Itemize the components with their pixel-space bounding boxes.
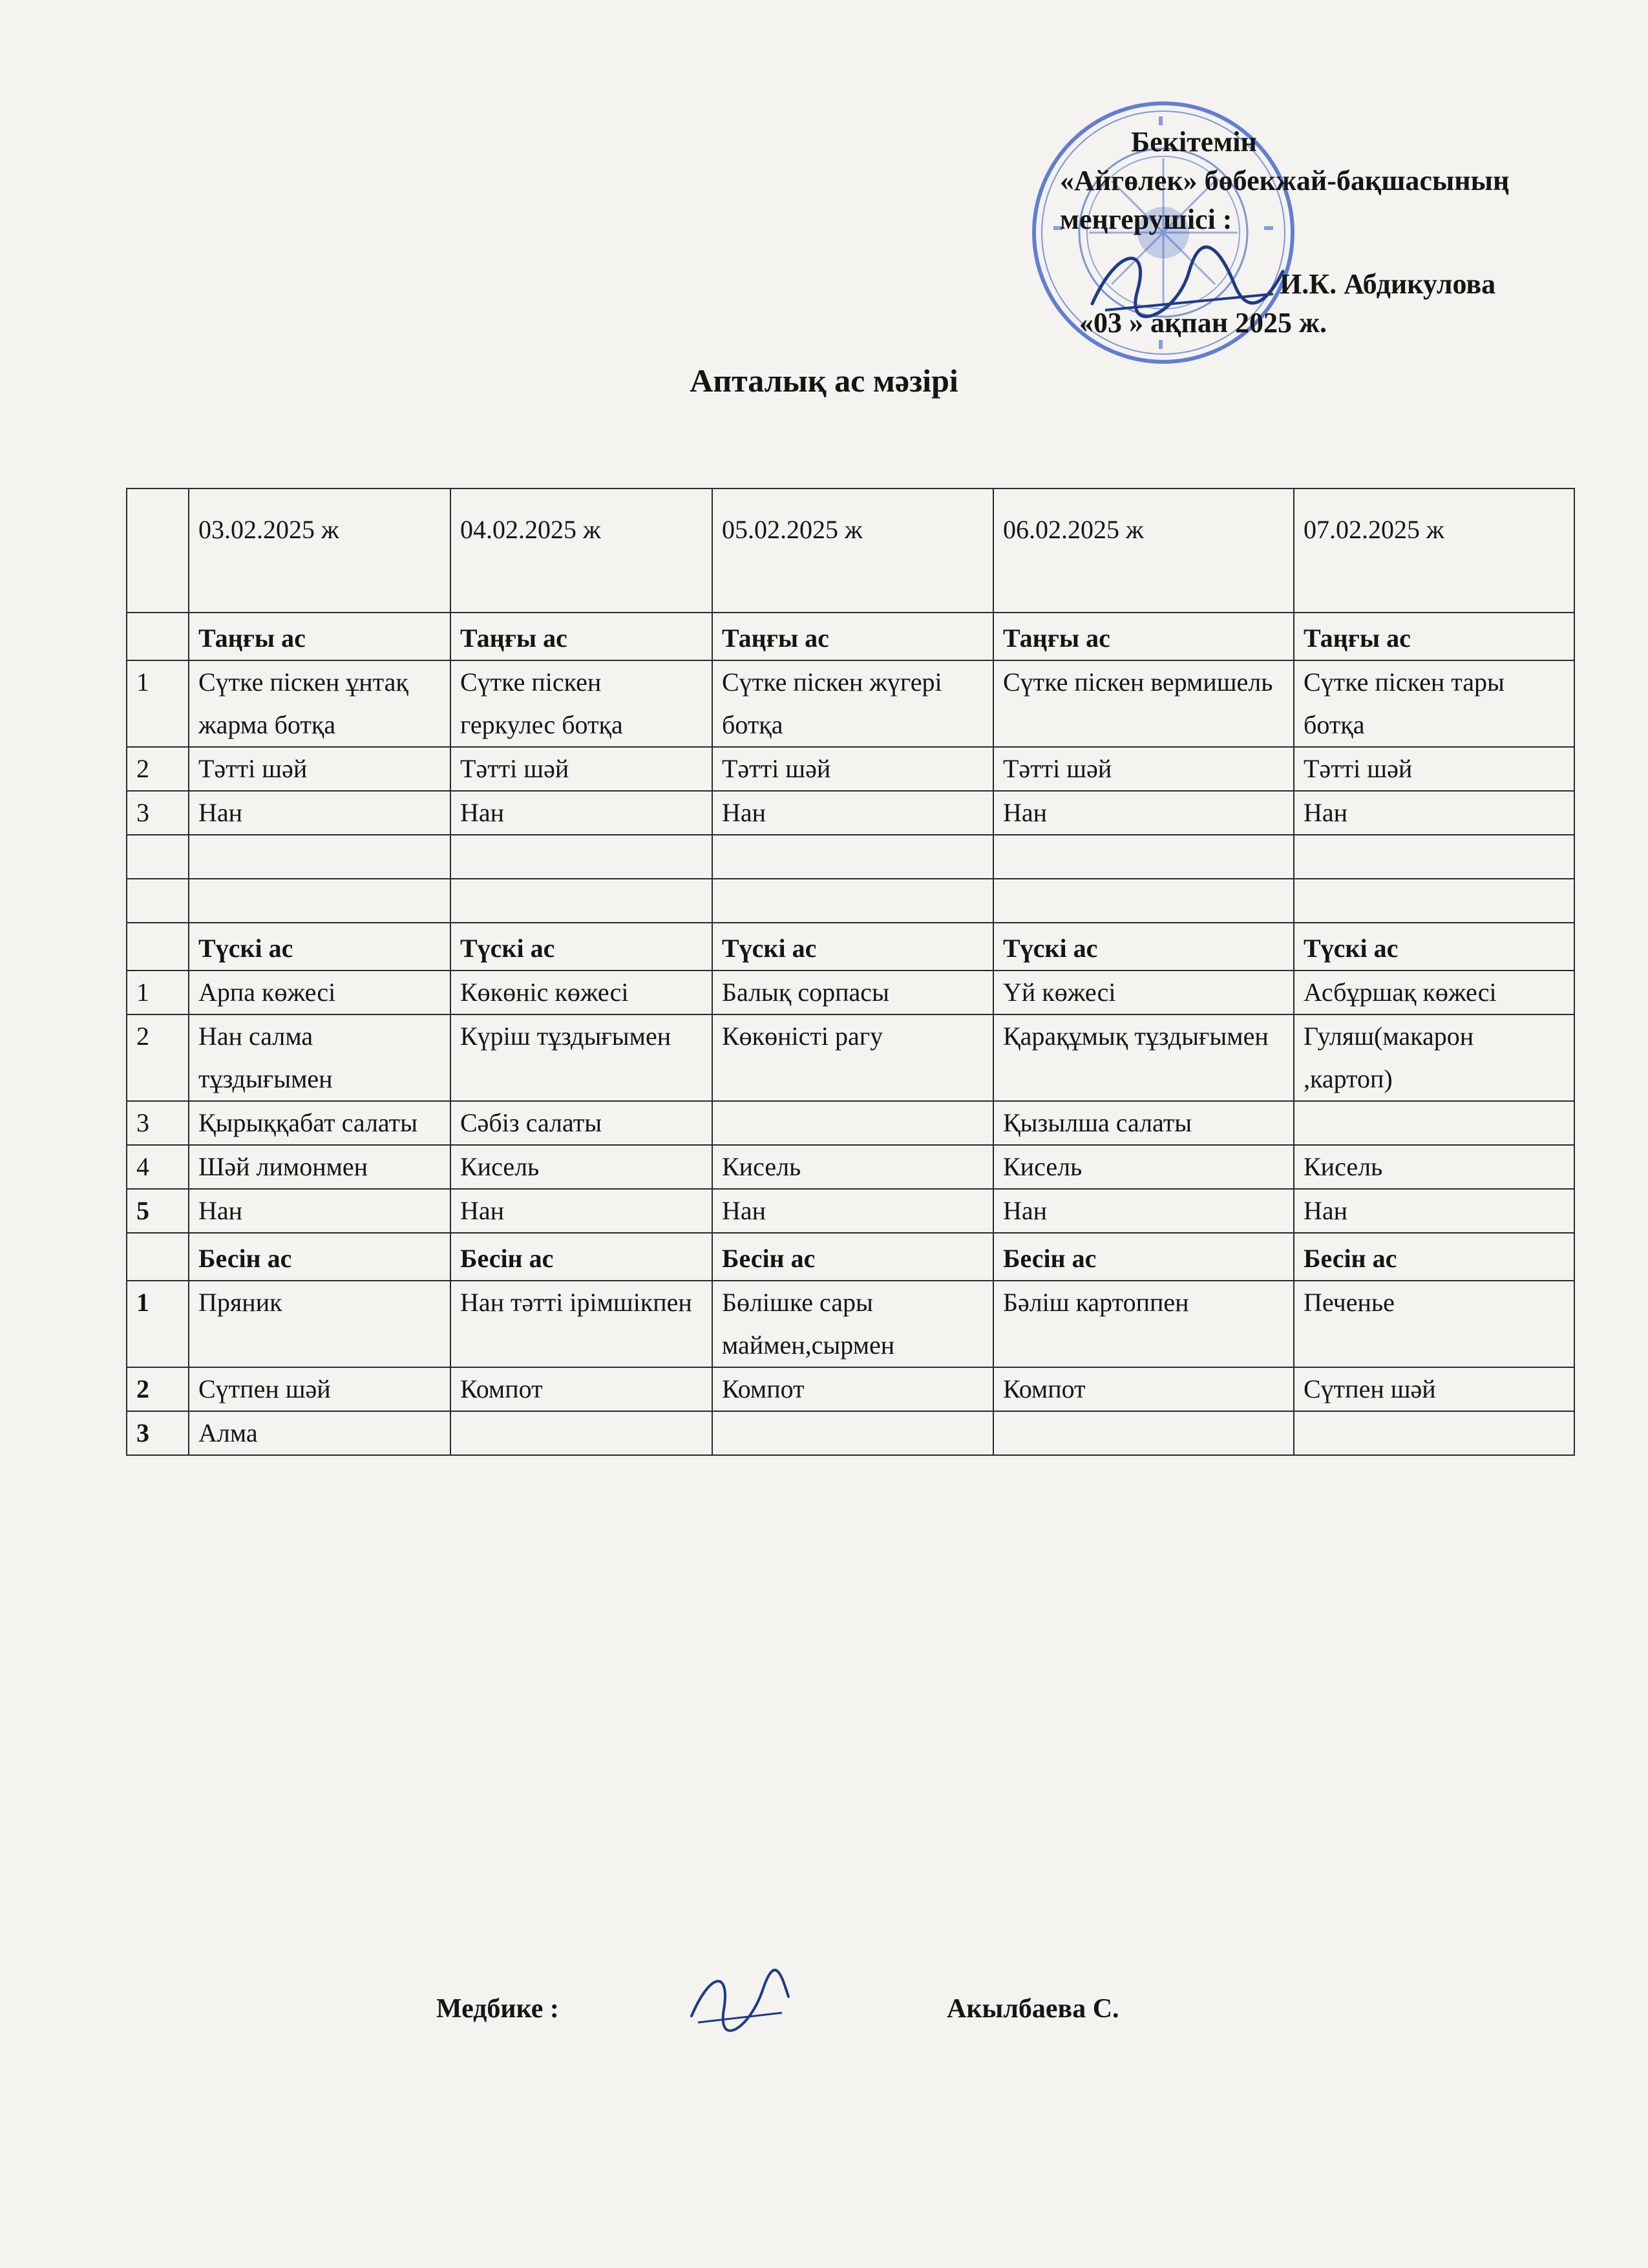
- meal-header: Түскі ас: [189, 923, 450, 971]
- row-number: 4: [127, 1145, 189, 1189]
- row-number: 3: [127, 791, 189, 835]
- menu-item: Асбұршақ көжесі: [1294, 971, 1574, 1014]
- table-row: [127, 1367, 1574, 1411]
- meal-header: Таңғы ас: [712, 613, 993, 660]
- table-row: [127, 791, 1574, 835]
- meal-header: Түскі ас: [993, 923, 1294, 971]
- menu-item: Кисель: [450, 1145, 712, 1189]
- menu-item: [1294, 1411, 1574, 1455]
- menu-item: Компот: [712, 1367, 993, 1411]
- menu-item: Нан: [450, 791, 712, 835]
- meal-header: Бесін ас: [993, 1233, 1294, 1281]
- menu-item: [450, 1411, 712, 1455]
- menu-item: Тәтті шәй: [712, 747, 993, 791]
- menu-item: Кисель: [712, 1145, 993, 1189]
- menu-item: Сүтке піскен вермишель: [993, 660, 1294, 747]
- date-cell: 06.02.2025 ж: [993, 488, 1294, 613]
- menu-item: Гуляш(макарон ,картоп): [1294, 1014, 1574, 1101]
- menu-item: Пряник: [189, 1281, 450, 1367]
- menu-item: Арпа көжесі: [189, 971, 450, 1014]
- row-number: 1: [127, 971, 189, 1014]
- snack-header-row: [127, 1233, 1574, 1281]
- menu-item: Үй көжесі: [993, 971, 1294, 1014]
- empty-row: [127, 879, 1574, 923]
- weekly-menu-table: [126, 488, 1575, 1456]
- table-row: [127, 1145, 1574, 1189]
- dates-row: [127, 488, 1574, 613]
- menu-item: Қызылша салаты: [993, 1101, 1294, 1145]
- menu-item: Тәтті шәй: [993, 747, 1294, 791]
- menu-item: [712, 1101, 993, 1145]
- menu-item: [1294, 1101, 1574, 1145]
- table-row: [127, 747, 1574, 791]
- menu-item: Нан: [189, 791, 450, 835]
- approval-date: «03 » ақпан 2025 ж.: [1079, 307, 1327, 339]
- meal-header: Таңғы ас: [450, 613, 712, 660]
- menu-item: Алма: [189, 1411, 450, 1455]
- menu-item: Тәтті шәй: [1294, 747, 1574, 791]
- empty-cell: [450, 835, 712, 879]
- menu-item: Сүтке піскен ұнтақ жарма ботқа: [189, 660, 450, 747]
- menu-item: Қырыққабат салаты: [189, 1101, 450, 1145]
- empty-cell: [993, 835, 1294, 879]
- table-row: [127, 971, 1574, 1014]
- menu-item: Балық сорпасы: [712, 971, 993, 1014]
- empty-cell: [1294, 879, 1574, 923]
- menu-item: Күріш тұздығымен: [450, 1014, 712, 1101]
- meal-header: Таңғы ас: [993, 613, 1294, 660]
- menu-item: Сүтке піскен тары ботқа: [1294, 660, 1574, 747]
- empty-cell: [450, 879, 712, 923]
- menu-item: Нан: [450, 1189, 712, 1233]
- menu-item: Нан: [712, 791, 993, 835]
- menu-item: Компот: [993, 1367, 1294, 1411]
- empty-cell: [189, 835, 450, 879]
- director-signature-icon: [1079, 233, 1293, 330]
- menu-item: Нан салма тұздығымен: [189, 1014, 450, 1101]
- row-number: 3: [127, 1411, 189, 1455]
- meal-header: Бесін ас: [450, 1233, 712, 1281]
- meal-header: Таңғы ас: [1294, 613, 1574, 660]
- empty-cell: [712, 835, 993, 879]
- empty-cell: [127, 835, 189, 879]
- approval-title: Бекітемін: [1131, 126, 1257, 158]
- meal-header: Бесін ас: [712, 1233, 993, 1281]
- meal-header: Бесін ас: [1294, 1233, 1574, 1281]
- table-row: [127, 660, 1574, 747]
- menu-item: Тәтті шәй: [189, 747, 450, 791]
- breakfast-header-row: [127, 613, 1574, 660]
- menu-item: Нан тәтті ірімшікпен: [450, 1281, 712, 1367]
- meal-header: Түскі ас: [1294, 923, 1574, 971]
- empty-cell: [712, 879, 993, 923]
- table-row: [127, 1189, 1574, 1233]
- empty-cell: [127, 879, 189, 923]
- nurse-role: Медбике :: [436, 1994, 559, 2024]
- row-number: 2: [127, 747, 189, 791]
- meal-header: Түскі ас: [450, 923, 712, 971]
- menu-item: Нан: [1294, 791, 1574, 835]
- date-cell: 04.02.2025 ж: [450, 488, 712, 613]
- empty-cell: [1294, 835, 1574, 879]
- empty-cell: [189, 879, 450, 923]
- menu-item: Сүтке піскен жүгері ботқа: [712, 660, 993, 747]
- row-number: 2: [127, 1367, 189, 1411]
- empty-row: [127, 835, 1574, 879]
- menu-item: Көкөністі рагу: [712, 1014, 993, 1101]
- empty-cell: [993, 879, 1294, 923]
- menu-item: Нан: [1294, 1189, 1574, 1233]
- corner-cell: [127, 488, 189, 613]
- row-number: 5: [127, 1189, 189, 1233]
- menu-item: Нан: [993, 1189, 1294, 1233]
- date-cell: 03.02.2025 ж: [189, 488, 450, 613]
- menu-item: Нан: [712, 1189, 993, 1233]
- blank-cell: [127, 613, 189, 660]
- nurse-name: Акылбаева С.: [947, 1994, 1119, 2024]
- menu-item: Көкөніс көжесі: [450, 971, 712, 1014]
- menu-item: Кисель: [993, 1145, 1294, 1189]
- row-number: 3: [127, 1101, 189, 1145]
- approval-position: меңгерушісі :: [1060, 204, 1232, 235]
- meal-header: Бесін ас: [189, 1233, 450, 1281]
- table-row: [127, 1281, 1574, 1367]
- nurse-signature-icon: [685, 1964, 795, 2035]
- lunch-header-row: [127, 923, 1574, 971]
- row-number: 1: [127, 1281, 189, 1367]
- meal-header: Түскі ас: [712, 923, 993, 971]
- menu-item: Бәліш картоппен: [993, 1281, 1294, 1367]
- row-number: 1: [127, 660, 189, 747]
- table-row: [127, 1014, 1574, 1101]
- row-number: 2: [127, 1014, 189, 1101]
- page-title: Апталық ас мәзірі: [690, 362, 958, 399]
- menu-item: Кисель: [1294, 1145, 1574, 1189]
- menu-item: Сүтке піскен геркулес ботқа: [450, 660, 712, 747]
- menu-item: Сәбіз салаты: [450, 1101, 712, 1145]
- approval-name: И.К. Абдикулова: [1280, 268, 1496, 300]
- menu-item: [993, 1411, 1294, 1455]
- blank-cell: [127, 1233, 189, 1281]
- menu-item: Компот: [450, 1367, 712, 1411]
- menu-item: Печенье: [1294, 1281, 1574, 1367]
- menu-item: Қарақұмық тұздығымен: [993, 1014, 1294, 1101]
- menu-item: Сүтпен шәй: [189, 1367, 450, 1411]
- menu-item: Нан: [993, 791, 1294, 835]
- menu-item: Тәтті шәй: [450, 747, 712, 791]
- menu-item: Бөлішке сары маймен,сырмен: [712, 1281, 993, 1367]
- menu-item: [712, 1411, 993, 1455]
- table-row: [127, 1411, 1574, 1455]
- date-cell: 05.02.2025 ж: [712, 488, 993, 613]
- meal-header: Таңғы ас: [189, 613, 450, 660]
- menu-item: Сүтпен шәй: [1294, 1367, 1574, 1411]
- date-cell: 07.02.2025 ж: [1294, 488, 1574, 613]
- menu-item: Шәй лимонмен: [189, 1145, 450, 1189]
- approval-org: «Айгөлек» бөбекжай-бақшасының: [1060, 165, 1510, 196]
- menu-item: Нан: [189, 1189, 450, 1233]
- table-row: [127, 1101, 1574, 1145]
- blank-cell: [127, 923, 189, 971]
